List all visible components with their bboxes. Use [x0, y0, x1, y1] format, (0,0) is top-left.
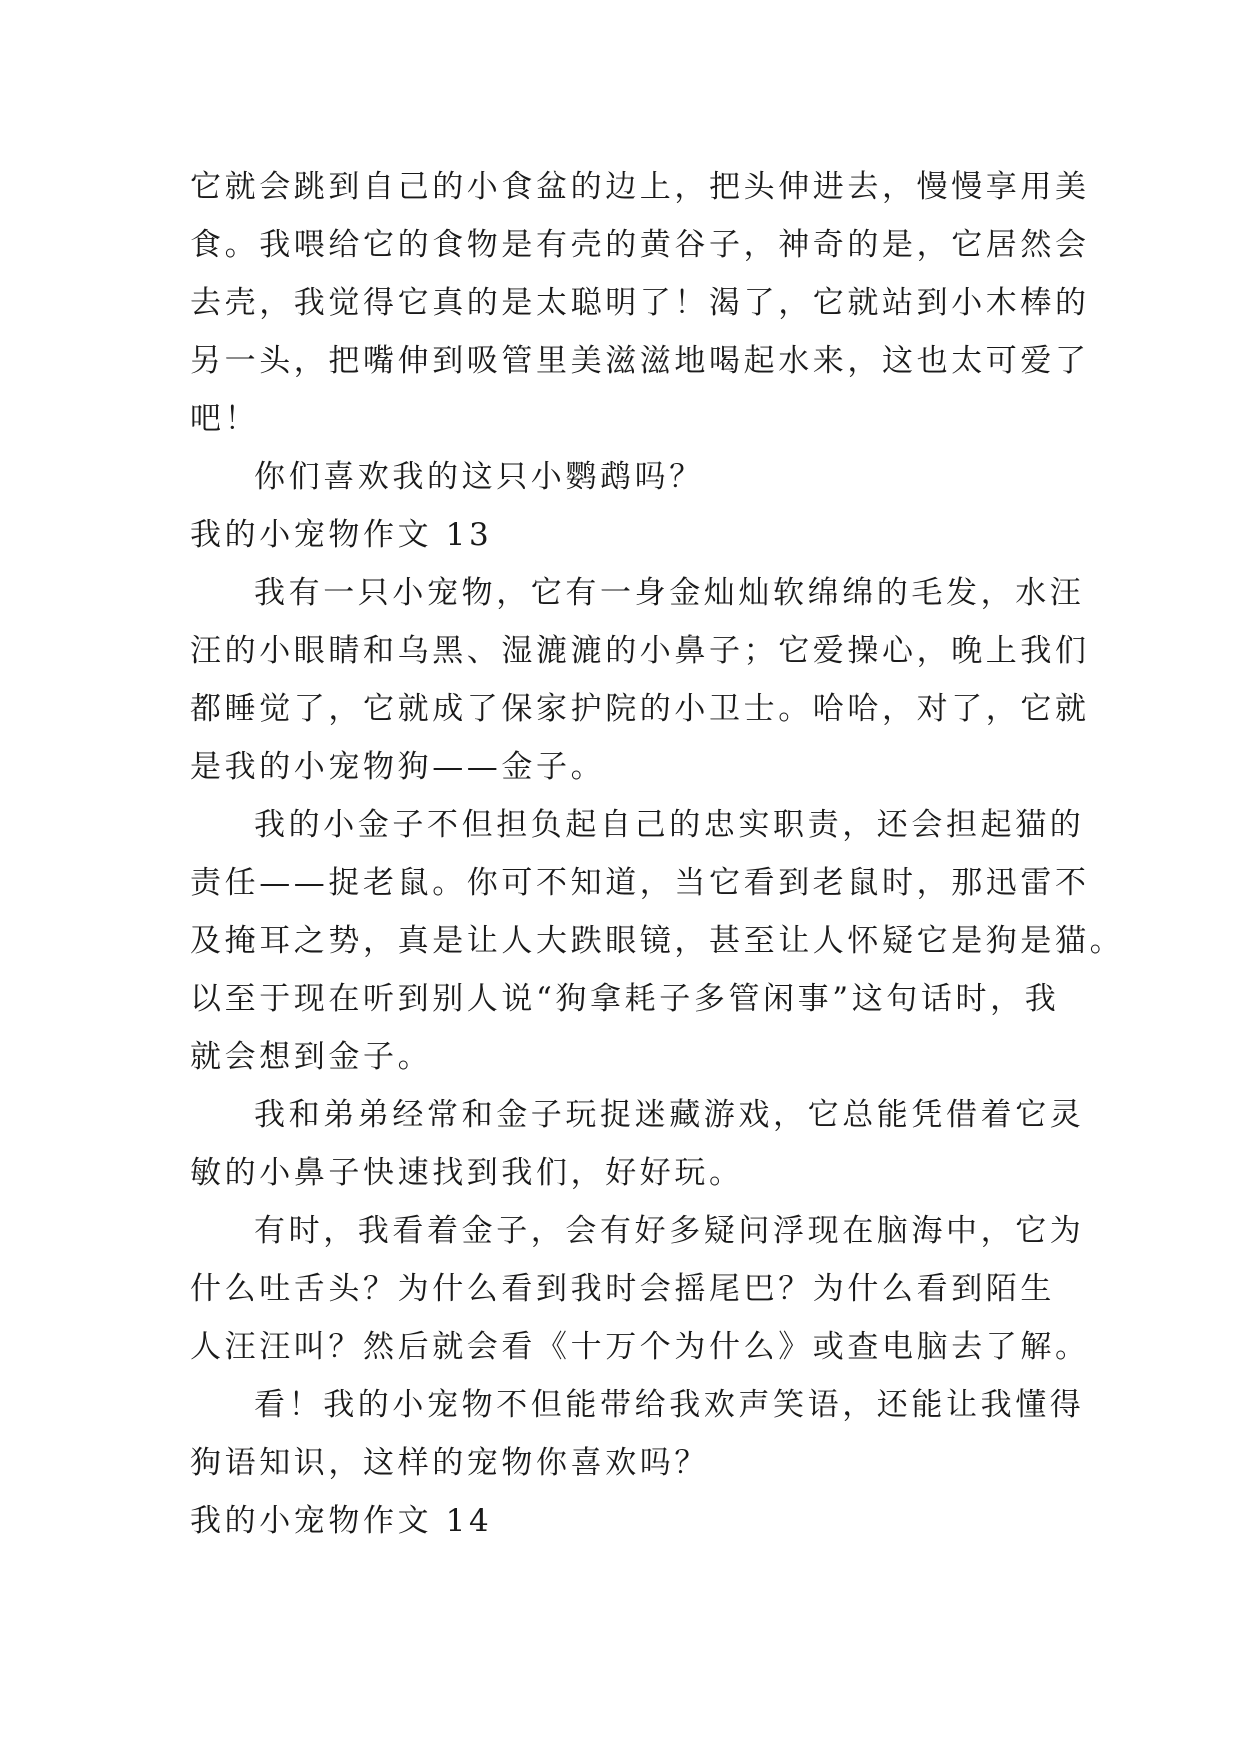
paragraph-line: 及掩耳之势，真是让人大跌眼镜，甚至让人怀疑它是狗是猫。: [190, 923, 1125, 959]
paragraph-line: 去壳，我觉得它真的是太聪明了！渴了，它就站到小木棒的: [190, 285, 1090, 321]
paragraph-line: 什么吐舌头？为什么看到我时会摇尾巴？为什么看到陌生: [190, 1271, 1055, 1307]
document-body: [190, 158, 1125, 1550]
paragraph-line: 你们喜欢我的这只小鹦鹉吗？: [254, 459, 704, 495]
paragraph-line: 责任——捉老鼠。你可不知道，当它看到老鼠时，那迅雷不: [190, 865, 1090, 901]
paragraph-line: 我有一只小宠物，它有一身金灿灿软绵绵的毛发，水汪: [254, 575, 1085, 611]
paragraph-line: 它就会跳到自己的小食盆的边上，把头伸进去，慢慢享用美: [190, 169, 1090, 205]
paragraph-line: 另一头，把嘴伸到吸管里美滋滋地喝起水来，这也太可爱了: [190, 343, 1090, 379]
paragraph-line: 敏的小鼻子快速找到我们，好好玩。: [190, 1155, 744, 1191]
paragraph-line: 都睡觉了，它就成了保家护院的小卫士。哈哈，对了，它就: [190, 691, 1090, 727]
paragraph-line: 吧！: [190, 401, 260, 437]
paragraph-line: 人汪汪叫？然后就会看《十万个为什么》或查电脑去了解。: [190, 1329, 1090, 1365]
paragraph-line: 就会想到金子。: [190, 1039, 433, 1075]
paragraph-line: 以至于现在听到别人说“狗拿耗子多管闲事”这句话时，我: [190, 981, 1060, 1017]
paragraph-line: 看！我的小宠物不但能带给我欢声笑语，还能让我懂得: [254, 1387, 1085, 1423]
paragraph-line: 狗语知识，这样的宠物你喜欢吗？: [190, 1445, 709, 1481]
paragraph-line: 是我的小宠物狗——金子。: [190, 749, 606, 785]
section-heading: 我的小宠物作文 14: [190, 1503, 493, 1539]
section-heading: 我的小宠物作文 13: [190, 517, 493, 553]
paragraph-line: 我和弟弟经常和金子玩捉迷藏游戏，它总能凭借着它灵: [254, 1097, 1085, 1133]
paragraph-line: 我的小金子不但担负起自己的忠实职责，还会担起猫的: [254, 807, 1085, 843]
paragraph-line: 食。我喂给它的食物是有壳的黄谷子，神奇的是，它居然会: [190, 227, 1090, 263]
paragraph-line: 汪的小眼睛和乌黑、湿漉漉的小鼻子；它爱操心，晚上我们: [190, 633, 1090, 669]
paragraph-line: 有时，我看着金子，会有好多疑问浮现在脑海中，它为: [254, 1213, 1085, 1249]
